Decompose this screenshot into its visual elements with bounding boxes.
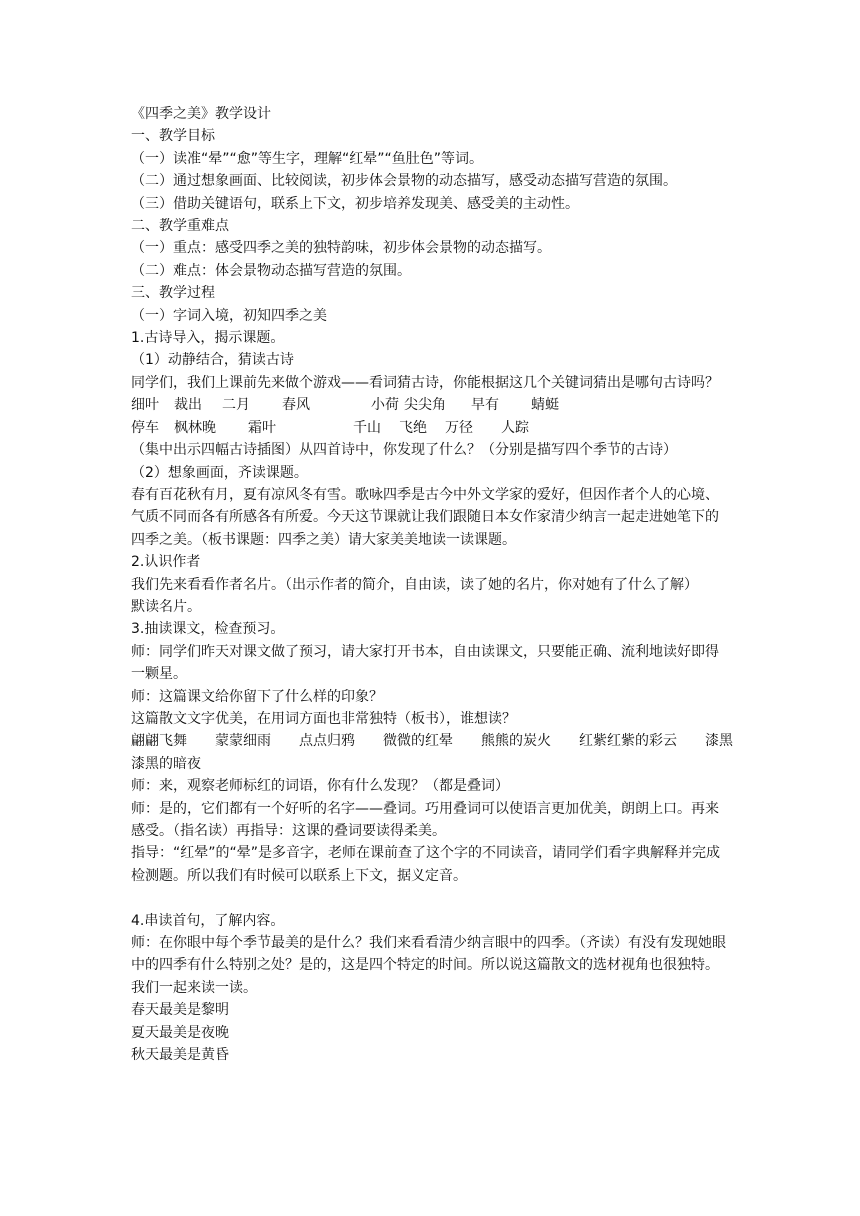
doc-title: 《四季之美》教学设计 — [131, 106, 271, 122]
keyword: 霜叶 — [248, 419, 276, 436]
paragraph: 默读名片。 — [131, 598, 201, 615]
keyword: 细叶 — [131, 397, 159, 414]
paragraph: 这篇散文文字优美，在用词方面也非常独特（板书），谁想读？ — [131, 710, 516, 727]
paragraph: 同学们，我们上课前先来做个游戏——看词猜古诗，你能根据这几个关键词猜出是哪句古诗吗？ — [131, 374, 719, 391]
keyword: 枫林晚 — [174, 419, 216, 436]
paragraph: 师：是的，它们都有一个好听的名字——叠词。巧用叠词可以使语言更加优美，朗朗上口。再来感受。（指名读）再指导：这课的叠词要读得柔美。 — [131, 800, 719, 839]
keyword: 尖尖角 — [404, 397, 446, 414]
step-heading: 4.串读首句，了解内容。 — [131, 912, 285, 929]
keyword: 万径 — [445, 419, 473, 436]
season-line: 夏天最美是夜晚 — [131, 1024, 229, 1041]
paragraph: （2）想象画面，齐读课题。 — [131, 464, 308, 481]
season-line: 春天最美是黎明 — [131, 1002, 229, 1019]
keyword-row — [131, 417, 731, 439]
blank-line — [131, 887, 731, 909]
paragraph: 师：同学们昨天对课文做了预习，请大家打开书本，自由读课文，只要能正确、流利地读好即得一颗星。 — [131, 643, 719, 683]
season-line: 秋天最美是黄昏 — [131, 1047, 229, 1064]
paragraph: 春有百花秋有月，夏有凉风冬有雪。歌咏四季是古今中外文学家的爱好，但因作者个人的心境、气质不同而各有所感各有所爱。今天这节课就让我们跟随日本女作家清少纳言一起走进她笔下的四季之美。（板书课题：四季之美）请大家美美地读一读课题。 — [131, 486, 719, 548]
section-heading-process: 三、教学过程 — [131, 285, 215, 302]
reduplicated-words: 漆黑的暗夜 — [131, 755, 201, 772]
paragraph: 指导：“红晕”的“晕”是多音字，老师在课前查了这个字的不同读音，请同学们看字典解释并完成检测题。所以我们有时候可以联系上下文，据义定音。 — [131, 845, 721, 884]
keyword: 二月 — [222, 397, 250, 414]
keyword-row — [131, 394, 731, 416]
paragraph: 师：这篇课文给你留下了什么样的印象？ — [131, 688, 383, 705]
keyword: 春风 — [282, 397, 310, 414]
step-heading: 1.古诗导入，揭示课题。 — [131, 330, 285, 347]
keyword: 裁出 — [174, 397, 202, 414]
section-heading-key-points: 二、教学重难点 — [131, 218, 229, 235]
keyword: 飞绝 — [399, 419, 427, 436]
keyword: 千山 — [353, 419, 381, 436]
document-body — [131, 103, 731, 1066]
section-heading-goals: 一、教学目标 — [131, 128, 215, 145]
key-point-item: （一）重点：感受四季之美的独特韵味，初步体会景物的动态描写。 — [131, 240, 551, 257]
paragraph: 师：来，观察老师标红的词语，你有什么发现？（都是叠词） — [131, 778, 509, 795]
reduplicated-words: 翩翩飞舞 蒙蒙细雨 点点归鸦 微微的红晕 熊熊的炭火 红紫红紫的彩云 漆黑 — [131, 733, 733, 750]
paragraph: （集中出示四幅古诗插图）从四首诗中，你发现了什么？（分别是描写四个季节的古诗） — [131, 442, 677, 459]
goal-item: （一）读准“晕”“愈”等生字，理解“红晕”“鱼肚色”等词。 — [131, 150, 484, 167]
paragraph: （1）动静结合，猜读古诗 — [131, 352, 294, 369]
subsection-heading: （一）字词入境，初知四季之美 — [131, 307, 327, 324]
keyword: 小荷 — [371, 397, 399, 414]
keyword: 停车 — [131, 419, 159, 436]
paragraph: 我们先来看看作者名片。（出示作者的简介，自由读，读了她的名片，你对她有了什么了解） — [131, 576, 698, 593]
step-heading: 2.认识作者 — [131, 554, 201, 571]
paragraph: 师：在你眼中每个季节最美的是什么？我们来看看清少纳言眼中的四季。（齐读）有没有发现她眼中的四季有什么特别之处？是的，这是四个特定的时间。所以说这篇散文的选材视角也很独特。我们一起来读一读。 — [131, 935, 726, 996]
keyword: 人踪 — [501, 419, 529, 436]
keyword: 早有 — [471, 397, 499, 414]
goal-item: （二）通过想象画面、比较阅读，初步体会景物的动态描写，感受动态描写营造的氛围。 — [131, 173, 677, 190]
key-point-item: （二）难点：体会景物动态描写营造的氛围。 — [131, 262, 411, 279]
keyword: 蜻蜓 — [531, 397, 559, 414]
step-heading: 3.抽读课文，检查预习。 — [131, 621, 285, 638]
goal-item: （三）借助关键语句，联系上下文，初步培养发现美、感受美的主动性。 — [131, 195, 579, 212]
